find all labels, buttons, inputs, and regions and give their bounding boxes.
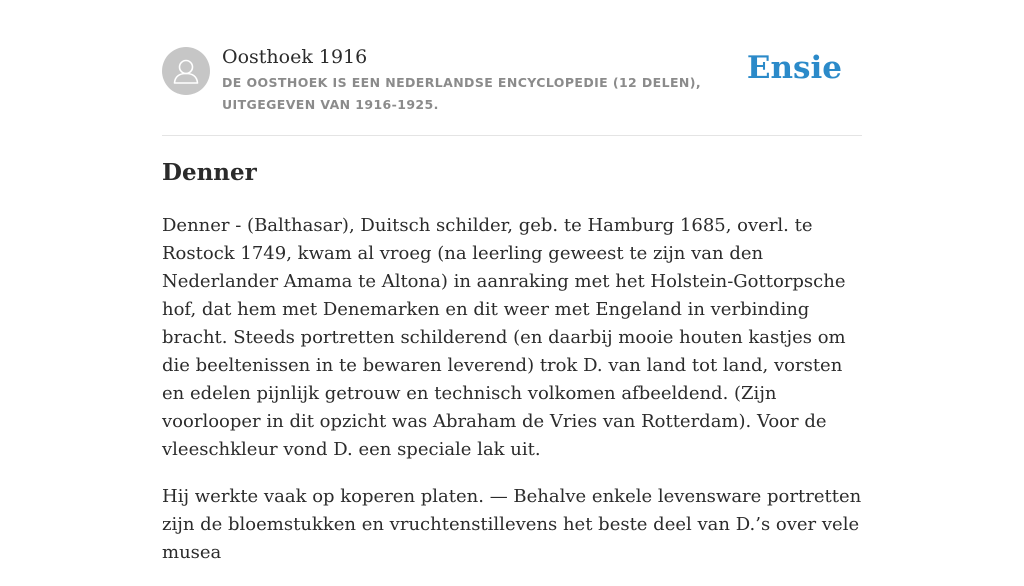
source-avatar[interactable] [162,47,210,95]
article-title: Denner [162,159,257,186]
source-description: DE OOSTHOEK IS EEN NEDERLANDSE ENCYCLOPEDIE (12 DELEN), UITGEGEVEN VAN 1916-1925. [222,75,702,112]
article-paragraph: Hij werkte vaak op koperen platen. — Behalve enkele levensware portretten zijn de bloemstukken en vruchtenstillevens het beste deel van D.’s over vele musea [162,486,862,563]
user-icon [162,47,210,95]
header-divider [162,135,862,136]
brand-logo[interactable]: Ensie [746,50,842,86]
source-title[interactable]: Oosthoek 1916 [222,46,368,68]
article-body [162,212,862,586]
source-header [162,46,862,116]
article-paragraph: Denner - (Balthasar), Duitsch schilder, geb. te Hamburg 1685, overl. te Rostock 1749, kwam al vroeg (na leerling geweest te zijn van den Nederlander Amama te Altona) in aanraking met het Holstein-Gottorpsche hof, dat hem met Denemarken en dit weer met Engeland in verbinding bracht. Steeds portretten schilderend (en daarbij mooie houten kastjes om die beeltenissen in te bewaren leverend) trok D. van land tot land, vorsten en edelen pijnlijk getrouw en technisch volkomen afbeeldend. (Zijn voorlooper in dit opzicht was Abraham de Vries van Rotterdam). Voor de vleeschkleur vond D. een speciale lak uit. [162,215,846,460]
